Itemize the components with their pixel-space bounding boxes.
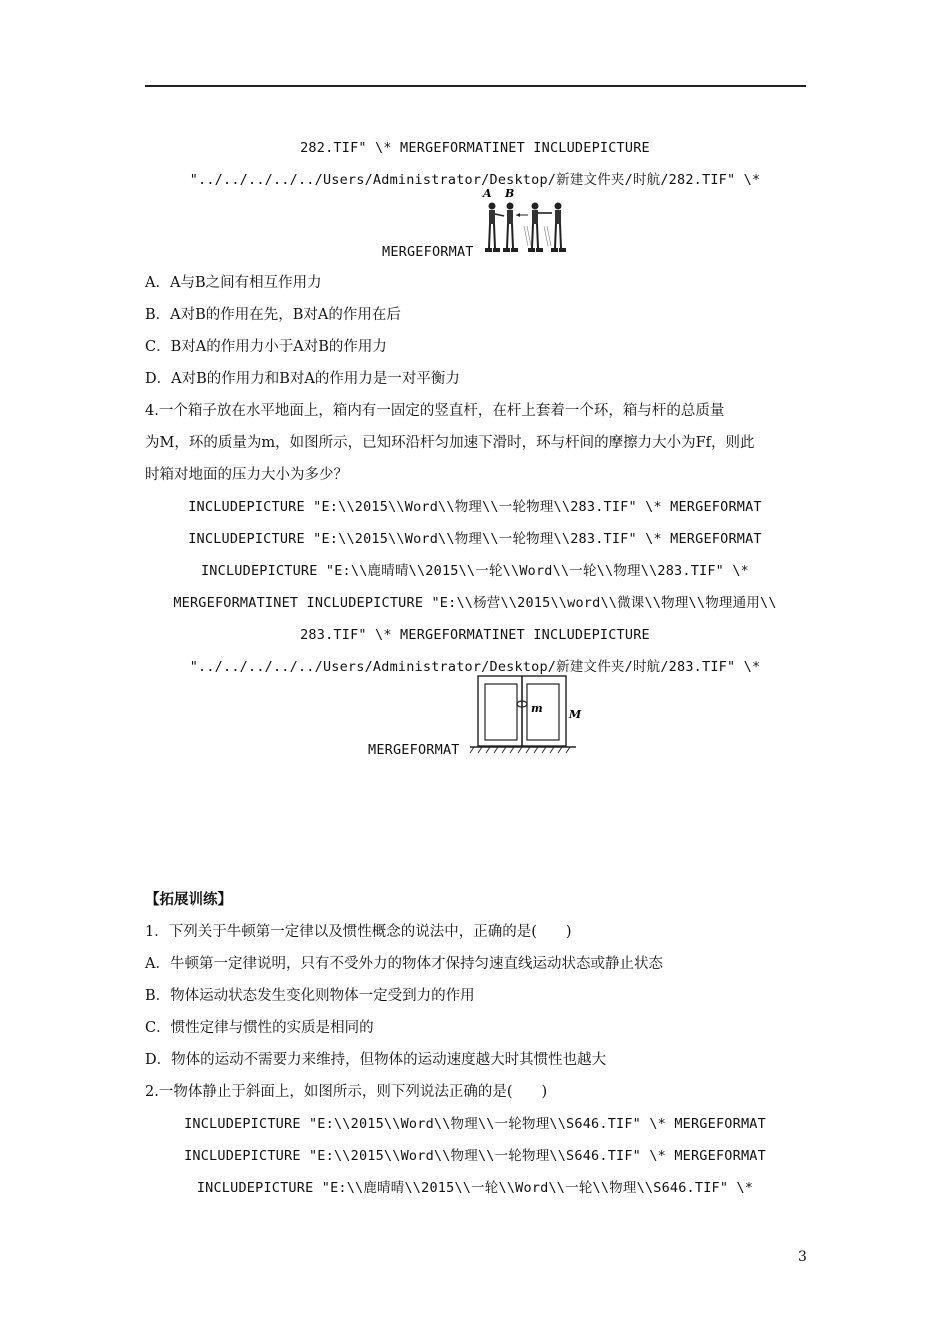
field-code-line: INCLUDEPICTURE "E:\\2015\\Word\\物理\\一轮物理\\283.TIF" \* MERGEFORMAT [188,499,762,515]
ext-q1-option-b: B．物体运动状态发生变化则物体一定受到力的作用 [145,988,475,1004]
ext-q1-stem: 1．下列关于牛顿第一定律以及惯性概念的说法中，正确的是( ) [145,924,572,940]
field-code-line: INCLUDEPICTURE "E:\\2015\\Word\\物理\\一轮物理\\S646.TIF" \* MERGEFORMAT [184,1116,766,1132]
field-code-line: INCLUDEPICTURE "E:\\2015\\Word\\物理\\一轮物理\\S646.TIF" \* MERGEFORMAT [184,1148,766,1164]
field-code-line: MERGEFORMATINET INCLUDEPICTURE "E:\\杨营\\2015\\word\\微课\\物理\\物理通用\\ [173,595,777,611]
page-number: 3 [798,1249,807,1265]
q4-text-line: 时箱对地面的压力大小为多少？ [145,467,348,483]
figure-caption: MERGEFORMAT [382,244,474,260]
box-mass-label: M [569,708,582,721]
q4-text-line: 为M，环的质量为m，如图所示，已知环沿杆匀加速下滑时，环与杆间的摩擦力大小为Ff，则此 [145,435,755,451]
ext-q1-option-d: D．物体的运动不需要力来维持，但物体的运动速度越大时其惯性也越大 [145,1052,607,1068]
figure-label-a: A [483,187,492,200]
section-heading: 【拓展训练】 [145,891,232,908]
field-code-line: "../../../../../Users/Administrator/Desktop/新建文件夹/时航/282.TIF" \* [189,172,761,188]
field-code-line: INCLUDEPICTURE "E:\\鹿晴晴\\2015\\一轮\\Word\\一轮\\物理\\283.TIF" \* [200,563,749,579]
field-code-line: 282.TIF" \* MERGEFORMATINET INCLUDEPICTURE [300,140,650,156]
ext-q2-stem: 2.一物体静止于斜面上，如图所示，则下列说法正确的是( ) [145,1084,548,1100]
q3-option-d: D．A对B的作用力和B对A的作用力是一对平衡力 [145,371,460,387]
q3-option-b: B．A对B的作用在先，B对A的作用在后 [145,307,401,323]
field-code-line: "../../../../../Users/Administrator/Desktop/新建文件夹/时航/283.TIF" \* [189,659,761,675]
figure-caption: MERGEFORMAT [368,742,460,758]
field-code-line: INCLUDEPICTURE "E:\\2015\\Word\\物理\\一轮物理\\283.TIF" \* MERGEFORMAT [188,531,762,547]
ext-q1-option-c: C．惯性定律与惯性的实质是相同的 [145,1020,374,1036]
q3-option-c: C．B对A的作用力小于A对B的作用力 [145,339,387,355]
figure-label-b: B [505,187,515,200]
two-people-pushing-figure [480,186,572,258]
ext-q1-option-a: A．牛顿第一定律说明，只有不受外力的物体才保持匀速直线运动状态或静止状态 [145,956,663,972]
field-code-line: 283.TIF" \* MERGEFORMATINET INCLUDEPICTURE [300,627,650,643]
q4-text-line: 4.一个箱子放在水平地面上，箱内有一固定的竖直杆，在杆上套着一个环，箱与杆的总质量 [145,403,725,419]
header-rule [145,85,806,87]
ring-mass-label: m [531,702,543,715]
box-rod-ring-figure [468,672,588,758]
q3-option-a: A．A与B之间有相互作用力 [145,275,322,291]
field-code-line: INCLUDEPICTURE "E:\\鹿晴晴\\2015\\一轮\\Word\\一轮\\物理\\S646.TIF" \* [196,1180,754,1196]
